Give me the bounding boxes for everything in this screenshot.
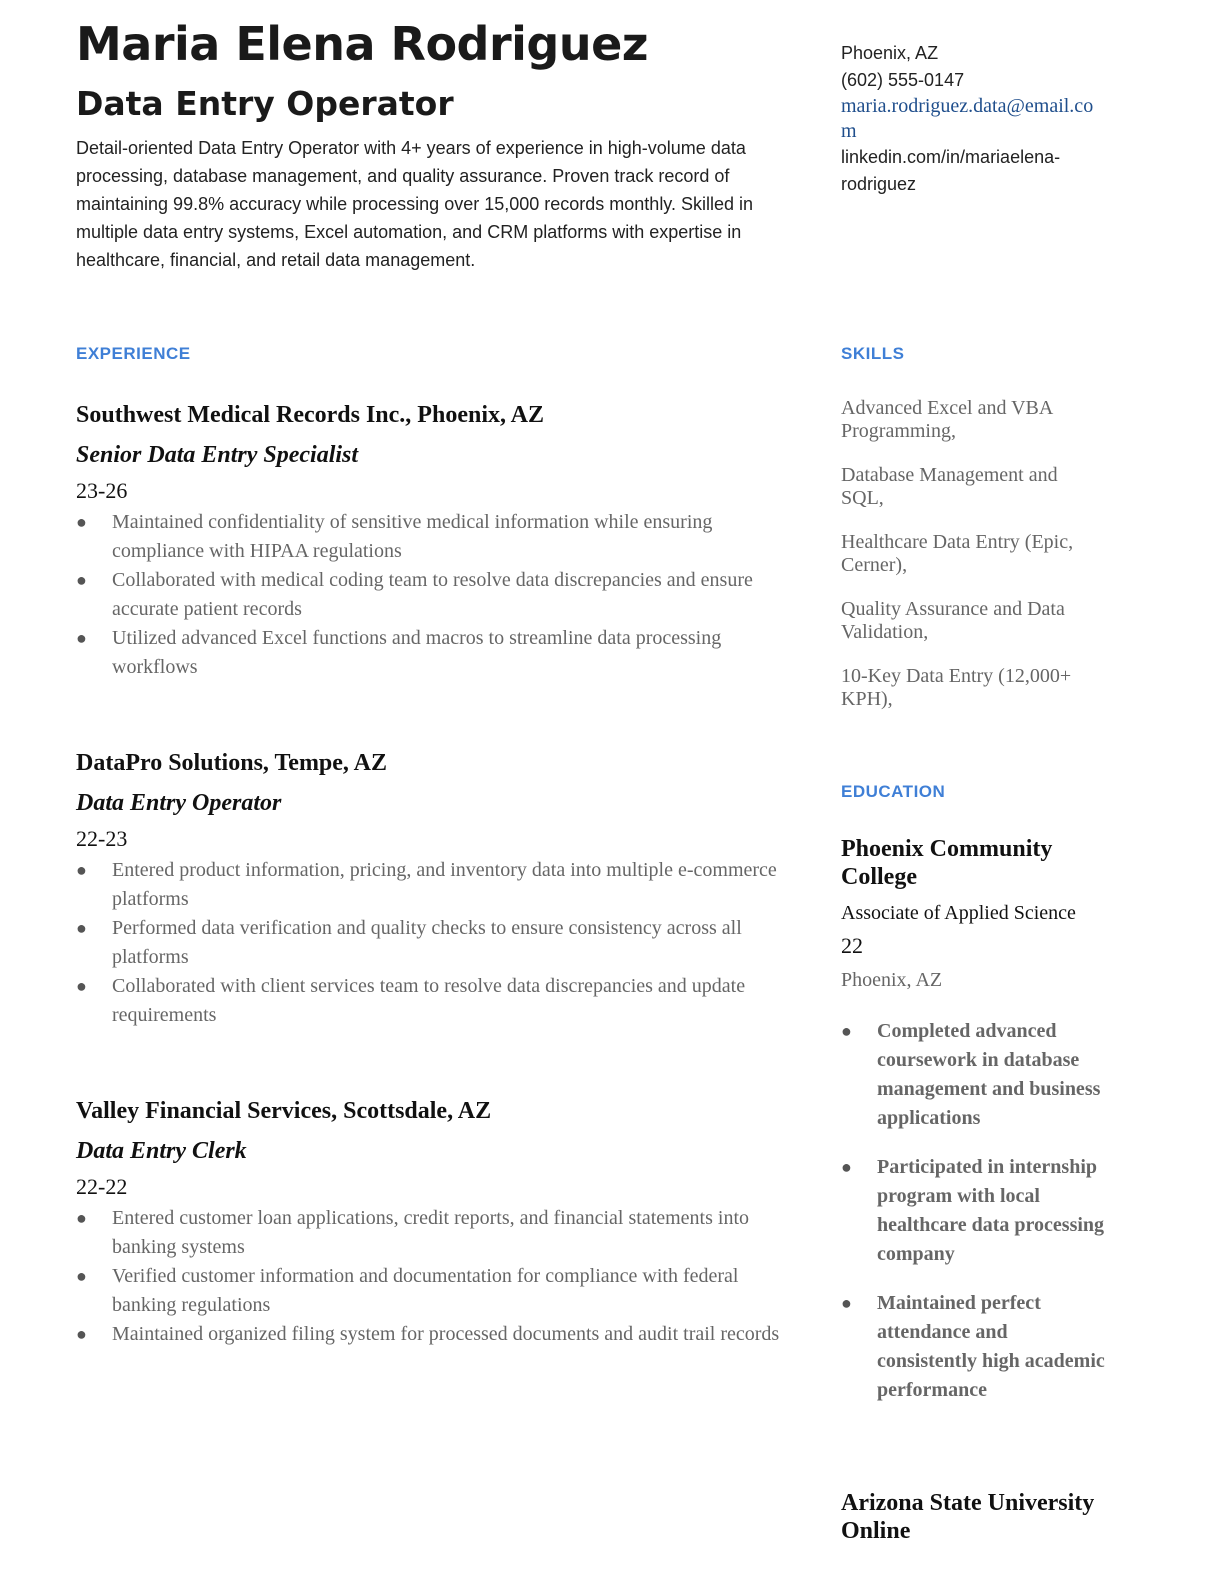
education-item [841, 835, 1121, 1425]
job-dates: 22-23 [76, 826, 128, 851]
contact-location: Phoenix, AZ [841, 43, 939, 63]
bullet-item [76, 1320, 788, 1349]
bullet-text: Performed data verification and quality checks to ensure consistency across all platforms [112, 917, 742, 968]
contact-phone: (602) 555-0147 [841, 70, 965, 90]
job-bullets [76, 1204, 788, 1349]
bullet-dot-icon: ● [76, 1208, 87, 1228]
summary: Detail-oriented Data Entry Operator with 4+ years of experience in high-volume data processing, database management, and quality assurance. Proven track record of maintaining 99.8% accuracy while processing over 15,000 records monthly. Skilled in multiple data entry systems, Excel automation, and CRM platforms with expertise in healthcare, financial, and retail data management. [76, 138, 754, 270]
bullet-item [841, 1289, 1107, 1405]
bullet-dot-icon: ● [76, 860, 87, 880]
experience-heading: EXPERIENCE [76, 344, 191, 363]
skills-list [841, 397, 1103, 732]
bullet-dot-icon: ● [76, 1266, 87, 1286]
school-name: Phoenix Community College [841, 836, 1053, 890]
job-role: Data Entry Clerk [76, 1138, 247, 1164]
bullet-item [76, 1204, 788, 1262]
skill-item: 10-Key Data Entry (12,000+ KPH), [841, 665, 1072, 710]
bullet-text: Verified customer information and documentation for compliance with federal banking regulations [112, 1265, 739, 1316]
contact-linkedin-line2: rodriguez [841, 174, 917, 194]
education-bullets [841, 1017, 1121, 1405]
school-name: Arizona State University Online [841, 1490, 1095, 1544]
education-heading: EDUCATION [841, 782, 946, 801]
bullet-item [76, 914, 788, 972]
bullet-dot-icon: ● [841, 1021, 852, 1041]
bullet-text: Completed advanced coursework in database management and business applications [877, 1020, 1101, 1129]
job-title: Data Entry Operator [76, 84, 454, 123]
bullet-item [76, 972, 788, 1030]
education-item [841, 1489, 1121, 1545]
contact-linkedin-line1: linkedin.com/in/mariaelena- [841, 147, 1061, 167]
bullet-dot-icon: ● [76, 628, 87, 648]
skill-item: Quality Assurance and Data Validation, [841, 598, 1065, 643]
bullet-item [76, 1262, 788, 1320]
job-dates: 23-26 [76, 478, 128, 503]
education-year: 22 [841, 933, 863, 958]
bullet-dot-icon: ● [76, 976, 87, 996]
bullet-item [841, 1017, 1107, 1133]
skills-heading: SKILLS [841, 344, 905, 363]
bullet-text: Maintained confidentiality of sensitive medical information while ensuring compliance with HIPAA regulations [112, 511, 713, 562]
bullet-dot-icon: ● [76, 570, 87, 590]
skill-item: Advanced Excel and VBA Programming, [841, 397, 1053, 442]
candidate-name: Maria Elena Rodriguez [76, 17, 649, 71]
bullet-text: Entered product information, pricing, and inventory data into multiple e-commerce platforms [112, 859, 777, 910]
job-dates: 22-22 [76, 1174, 128, 1199]
bullet-item [76, 624, 788, 682]
bullet-text: Maintained perfect attendance and consistently high academic performance [877, 1292, 1105, 1401]
bullet-dot-icon: ● [76, 1324, 87, 1344]
company-name: Southwest Medical Records Inc., Phoenix, AZ [76, 402, 544, 428]
contact-email-link[interactable]: maria.rodriguez.data@email.com [841, 95, 1094, 142]
bullet-item [841, 1153, 1107, 1269]
company-name: Valley Financial Services, Scottsdale, AZ [76, 1098, 492, 1124]
bullet-text: Participated in internship program with local healthcare data processing company [877, 1156, 1105, 1265]
skill-item: Healthcare Data Entry (Epic, Cerner), [841, 531, 1074, 576]
bullet-dot-icon: ● [841, 1293, 852, 1313]
job-bullets [76, 508, 788, 682]
bullet-dot-icon: ● [76, 918, 87, 938]
bullet-dot-icon: ● [841, 1157, 852, 1177]
job-bullets [76, 856, 788, 1030]
bullet-text: Collaborated with client services team to resolve data discrepancies and update requirements [112, 975, 746, 1026]
job-role: Data Entry Operator [76, 790, 282, 816]
contact-linkedin [841, 144, 1116, 198]
bullet-item [76, 508, 788, 566]
bullet-text: Entered customer loan applications, credit reports, and financial statements into banking systems [112, 1207, 750, 1258]
bullet-item [76, 856, 788, 914]
contact-block [841, 40, 1116, 198]
company-name: DataPro Solutions, Tempe, AZ [76, 750, 387, 776]
bullet-item [76, 566, 788, 624]
skill-item: Database Management and SQL, [841, 464, 1058, 509]
bullet-dot-icon: ● [76, 512, 87, 532]
bullet-text: Utilized advanced Excel functions and macros to streamline data processing workflows [112, 627, 722, 678]
degree: Associate of Applied Science [841, 902, 1076, 924]
bullet-text: Collaborated with medical coding team to resolve data discrepancies and ensure accurate patient records [112, 569, 753, 620]
education-location: Phoenix, AZ [841, 969, 943, 991]
bullet-text: Maintained organized filing system for processed documents and audit trail records [112, 1323, 780, 1345]
experience-item [76, 400, 788, 682]
header [76, 14, 786, 274]
experience-item [76, 748, 788, 1030]
job-role: Senior Data Entry Specialist [76, 442, 359, 468]
experience-item [76, 1096, 788, 1349]
